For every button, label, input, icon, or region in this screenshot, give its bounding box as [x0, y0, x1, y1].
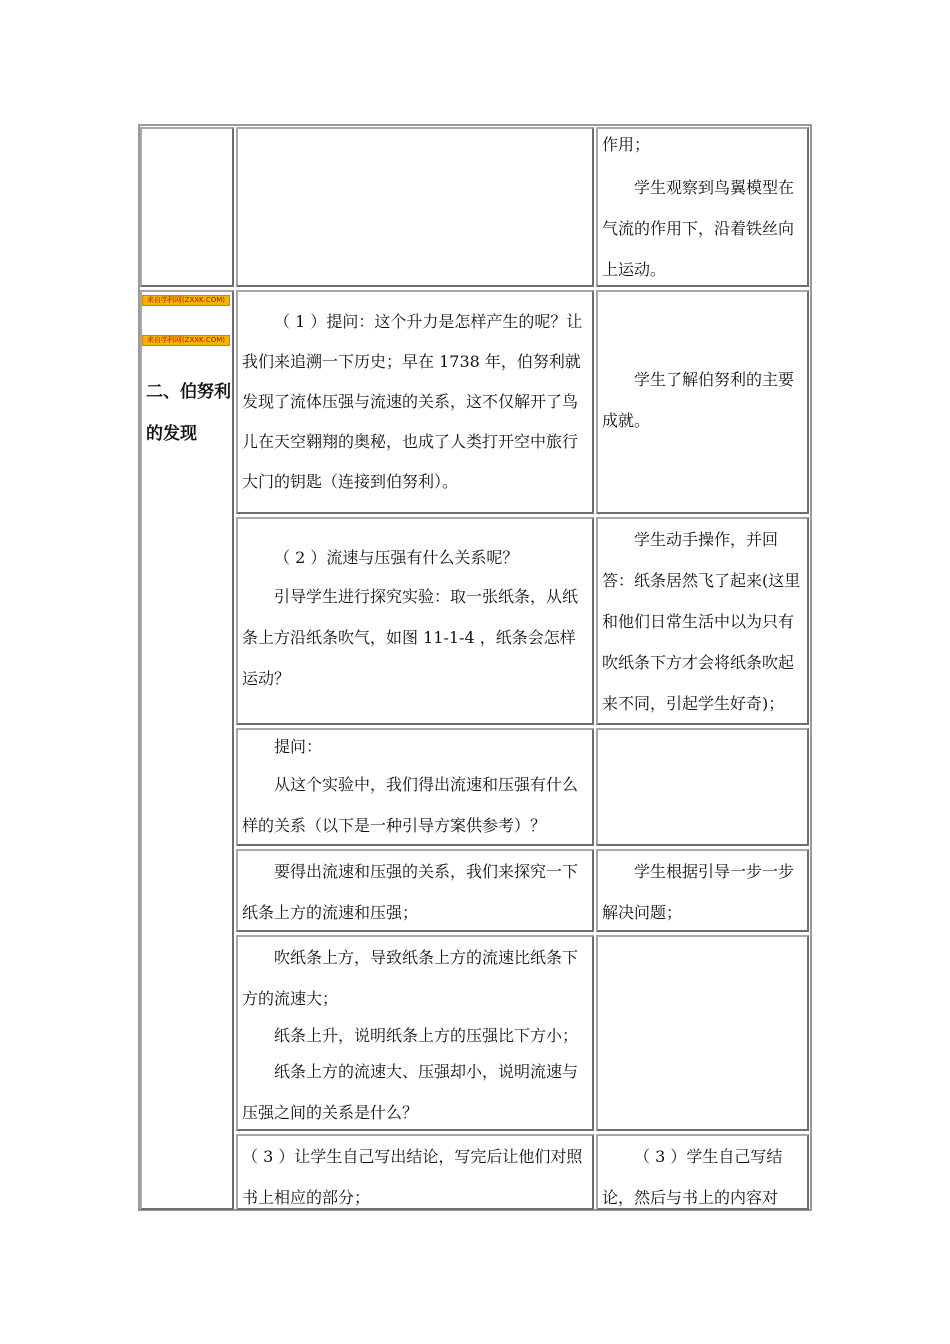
teacher-text: 提问： [274, 737, 323, 756]
student-cell [596, 728, 809, 846]
section-cell-top [140, 127, 234, 287]
section-title-line: 二、伯努利 [146, 382, 231, 402]
teacher-text: 吹纸条上方，导致纸条上方的流速比纸条下方的流速大； [242, 948, 579, 1008]
teacher-text: 纸条上升，说明纸条上方的压强比下方小； [274, 1026, 579, 1045]
student-text: 学生了解伯努利的主要成就。 [602, 370, 795, 430]
student-text: 学生根据引导一步一步解决问题； [602, 862, 795, 922]
student-text: 学生观察到鸟翼模型在气流的作用下，沿着铁丝向上运动。 [602, 178, 795, 279]
teacher-cell [236, 1134, 594, 1210]
teacher-text: 从这个实验中，我们得出流速和压强有什么样的关系（以下是一种引导方案供参考）？ [242, 775, 579, 835]
teacher-text: 纸条上方的流速大、压强却小，说明流速与压强之间的关系是什么？ [242, 1062, 579, 1122]
teacher-cell [236, 935, 594, 1131]
watermark-badge: 来自学科网(ZXXK.COM) [142, 335, 230, 346]
teacher-text: （ 2 ）流速与压强有什么关系呢？ [274, 548, 519, 567]
student-cell [596, 849, 809, 932]
teacher-text: （ 3 ）让学生自己写出结论，写完后让他们对照书上相应的部分； [242, 1147, 583, 1207]
teacher-cell [236, 728, 594, 846]
student-text: （ 3 ）学生自己写结论，然后与书上的内容对 [602, 1147, 783, 1207]
teacher-cell [236, 849, 594, 932]
teacher-cell [236, 290, 594, 514]
teacher-text: 引导学生进行探究实验：取一张纸条，从纸条上方沿纸条吹气，如图 11-1-4 ，纸条会怎样运动？ [242, 587, 579, 688]
teacher-text: （ 1 ）提问：这个升力是怎样产生的呢？让我们来追溯一下历史；早在 1738 年，伯努利就发现了流体压强与流速的关系，这不仅解开了鸟儿在天空翱翔的奥秘，也成了人类打开空中旅行大门的钥匙（连接到伯努利）。 [242, 312, 583, 491]
student-cell [596, 935, 809, 1131]
teacher-text: 要得出流速和压强的关系，我们来探究一下纸条上方的流速和压强； [242, 862, 579, 922]
student-cell [596, 1134, 809, 1210]
student-text: 学生动手操作，并回答：纸条居然飞了起来(这里和他们日常生活中以为只有吹纸条下方才会将纸条吹起来不同，引起学生好奇)； [602, 530, 801, 713]
student-cell [596, 290, 809, 514]
teacher-cell [236, 517, 594, 725]
watermark-badge: 来自学科网(ZXXK.COM) [142, 295, 230, 306]
teacher-cell [236, 127, 594, 287]
student-cell [596, 517, 809, 725]
section-title-line: 的发现 [146, 424, 197, 444]
section-title [146, 374, 234, 452]
student-text: 作用； [602, 135, 651, 154]
student-cell [596, 127, 809, 287]
section-cell-bernoulli [140, 290, 234, 1210]
